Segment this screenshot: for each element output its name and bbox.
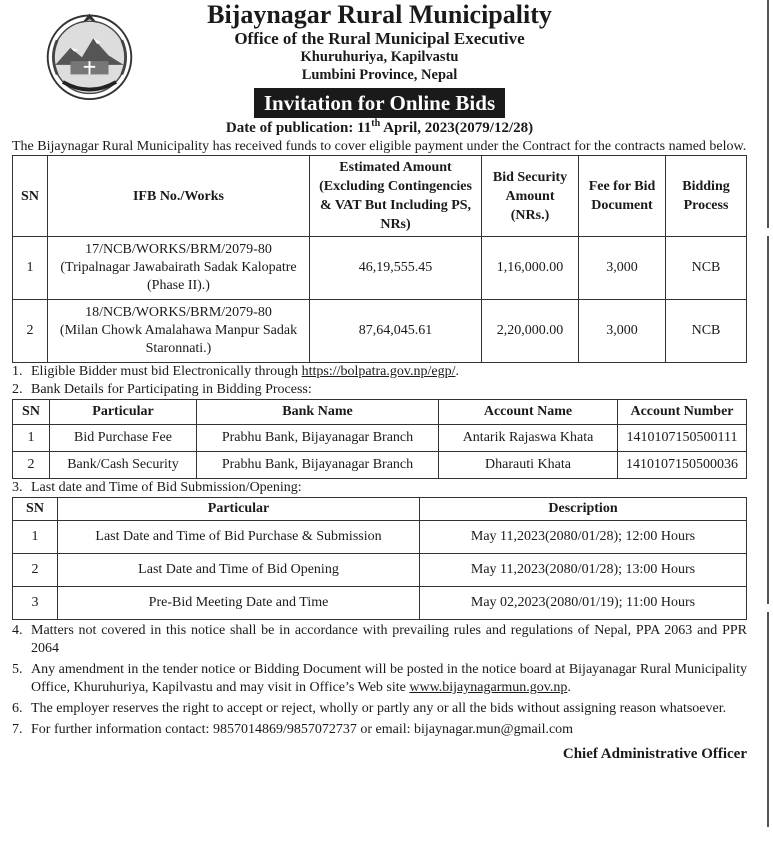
cell-sn: 2 (13, 554, 58, 587)
note-text: Any amendment in the tender notice or Bidding Document will be posted in the notice board at Bijayanagar Rural Municipality Office, Khuruhuriya, Kapilvastu and may visit in Office’s Web site (31, 662, 747, 695)
note-number: 3. (12, 480, 23, 495)
cell-particular: Last Date and Time of Bid Opening (58, 554, 420, 587)
note-text: Bank Details for Participating in Bidding Process: (31, 382, 312, 397)
note-number: 5. (12, 662, 23, 677)
note-number: 2. (12, 382, 23, 397)
cell-description: May 02,2023(2080/01/19); 11:00 Hours (420, 587, 747, 620)
cell-particular: Last Date and Time of Bid Purchase & Submission (58, 521, 420, 554)
note-text: Eligible Bidder must bid Electronically through (31, 364, 302, 379)
table-row (13, 587, 747, 620)
bank-details-table (12, 399, 747, 479)
cell-amount: 46,19,555.45 (310, 237, 482, 300)
table-row (13, 554, 747, 587)
table-row (13, 300, 747, 363)
page-edge-rule (767, 0, 769, 228)
table-row (13, 237, 747, 300)
cell-security: 2,20,000.00 (482, 300, 579, 363)
cell-sn: 2 (13, 300, 48, 363)
cell-sn: 1 (13, 521, 58, 554)
cell-account-number: 1410107150500036 (618, 452, 747, 479)
address-line-1: Khuruhuriya, Kapilvastu (300, 49, 459, 65)
cell-fee: 3,000 (579, 237, 666, 300)
note-tail: . (567, 680, 571, 695)
cell-process: NCB (666, 237, 747, 300)
note-tail: . (455, 364, 459, 379)
col-bidding-process: Bidding Process (666, 156, 747, 237)
cell-particular: Bid Purchase Fee (50, 425, 197, 452)
cell-sn: 1 (13, 425, 50, 452)
note-number: 4. (12, 623, 23, 638)
col-sn: SN (13, 400, 50, 425)
note-text: Last date and Time of Bid Submission/Opening: (31, 480, 302, 495)
col-estimated-amount: Estimated Amount (Excluding Contingencies & VAT But Including PS, NRs) (310, 156, 482, 237)
cell-fee: 3,000 (579, 300, 666, 363)
note-number: 1. (12, 364, 23, 379)
col-ifb-works: IFB No./Works (48, 156, 310, 237)
note-6 (12, 700, 747, 718)
col-particular: Particular (58, 498, 420, 521)
signatory: Chief Administrative Officer (562, 746, 747, 762)
page-edge-rule (767, 612, 769, 827)
cell-ifb-works (48, 237, 310, 300)
work-name: (Milan Chowk Amalahawa Manpur Sadak Staronnati.) (59, 323, 298, 356)
table-row (13, 452, 747, 479)
municipality-website-link[interactable]: www.bijaynagarmun.gov.np (409, 680, 568, 695)
table-row (13, 425, 747, 452)
note-7 (12, 721, 747, 739)
col-fee: Fee for Bid Document (579, 156, 666, 237)
note-text: The employer reserves the right to accept or reject, wholly or partly any or all the bids without assigning reason whatsoever. (31, 701, 727, 716)
intro-paragraph: The Bijaynagar Rural Municipality has received funds to cover eligible payment under the Contract for the contracts named below. (12, 139, 747, 154)
col-sn: SN (13, 498, 58, 521)
pub-rest: April, 2023(2079/12/28) (380, 120, 534, 136)
notice-banner: Invitation for Online Bids (254, 88, 505, 118)
work-name: (Tripalnagar Jawabairath Sadak Kalopatre (Phase II).) (60, 260, 297, 293)
cell-amount: 87,64,045.61 (310, 300, 482, 363)
table-row (13, 521, 747, 554)
cell-particular: Pre-Bid Meeting Date and Time (58, 587, 420, 620)
note-3 (12, 479, 747, 497)
cell-sn: 2 (13, 452, 50, 479)
note-1 (12, 363, 747, 381)
col-sn: SN (13, 156, 48, 237)
note-2 (12, 381, 747, 399)
col-particular: Particular (50, 400, 197, 425)
cell-sn: 3 (13, 587, 58, 620)
schedule-table (12, 497, 747, 620)
bolpatra-link[interactable]: https://bolpatra.gov.np/egp/ (301, 364, 456, 379)
note-text: For further information contact: 9857014869/9857072737 or email: bijaynagar.mun@gmail.com (31, 722, 574, 737)
contracts-table (12, 155, 747, 363)
note-5 (12, 661, 747, 697)
header (12, 0, 747, 115)
cell-description: May 11,2023(2080/01/28); 12:00 Hours (420, 521, 747, 554)
col-bid-security: Bid Security Amount (NRs.) (482, 156, 579, 237)
notice (12, 0, 747, 765)
cell-bank-name: Prabhu Bank, Bijayanagar Branch (197, 452, 439, 479)
note-text: Matters not covered in this notice shall be in accordance with prevailing rules and regulations of Nepal, PPA 2063 and PPR 2064 (31, 623, 747, 656)
note-4 (12, 622, 747, 658)
pub-sup: th (371, 118, 381, 129)
municipality-name: Bijaynagar Rural Municipality (207, 0, 552, 29)
ifb-number: 17/NCB/WORKS/BRM/2079-80 (85, 242, 272, 257)
table-header-row (13, 156, 747, 237)
office-name: Office of the Rural Municipal Executive (234, 29, 525, 48)
cell-particular: Bank/Cash Security (50, 452, 197, 479)
address-line-2: Lumbini Province, Nepal (301, 67, 458, 83)
ifb-number: 18/NCB/WORKS/BRM/2079-80 (85, 305, 272, 320)
cell-account-name: Antarik Rajaswa Khata (439, 425, 618, 452)
cell-account-name: Dharauti Khata (439, 452, 618, 479)
page-edge-rule (767, 236, 769, 604)
table-header-row (13, 400, 747, 425)
cell-description: May 11,2023(2080/01/28); 13:00 Hours (420, 554, 747, 587)
cell-process: NCB (666, 300, 747, 363)
table-header-row (13, 498, 747, 521)
col-description: Description (420, 498, 747, 521)
col-account-number: Account Number (618, 400, 747, 425)
cell-security: 1,16,000.00 (482, 237, 579, 300)
nepal-emblem-icon (42, 6, 137, 101)
cell-bank-name: Prabhu Bank, Bijayanagar Branch (197, 425, 439, 452)
cell-account-number: 1410107150500111 (618, 425, 747, 452)
note-number: 6. (12, 701, 23, 716)
pub-label: Date of publication: 11 (225, 120, 372, 136)
cell-sn: 1 (13, 237, 48, 300)
col-account-name: Account Name (439, 400, 618, 425)
note-number: 7. (12, 722, 23, 737)
cell-ifb-works (48, 300, 310, 363)
col-bank-name: Bank Name (197, 400, 439, 425)
